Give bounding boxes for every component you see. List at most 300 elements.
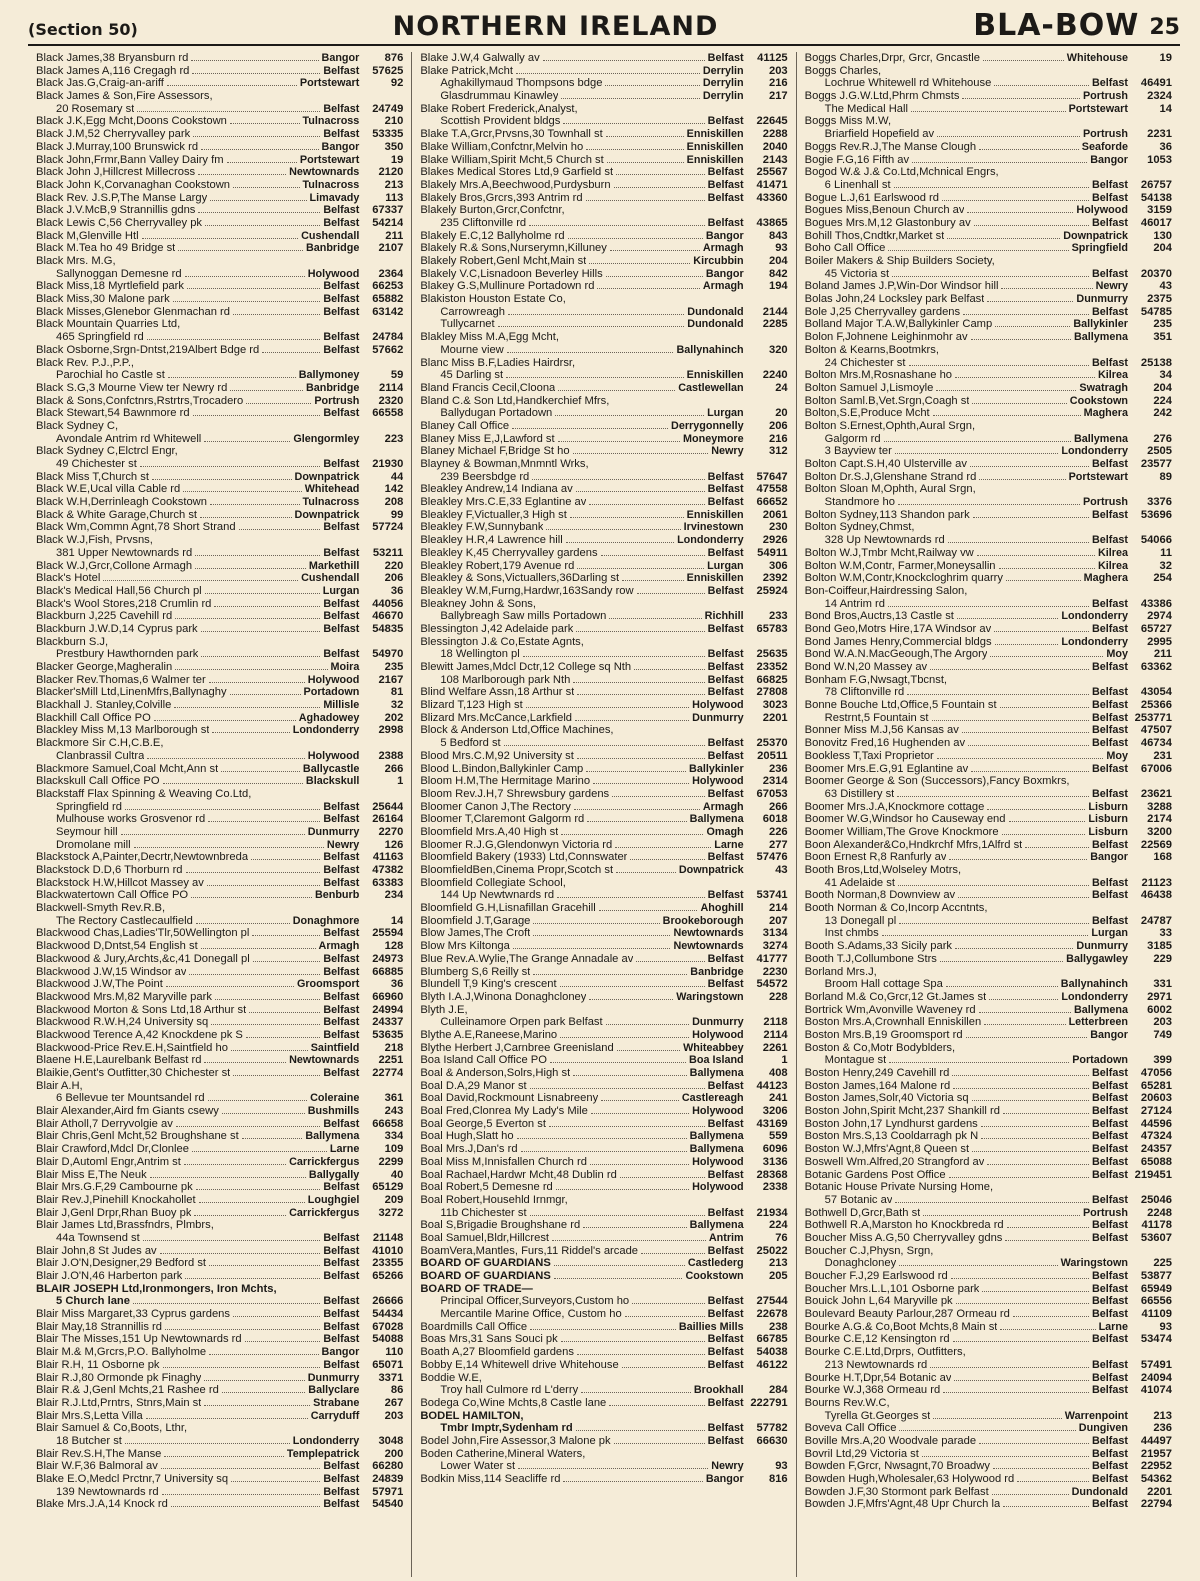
entry-name: Boveva Call Office	[804, 1422, 897, 1435]
listing-entry	[420, 1042, 787, 1055]
listing-entry	[805, 154, 1172, 167]
listing-entry	[805, 141, 1172, 154]
entry-name: Boomer William,The Grove Knockmore	[804, 825, 999, 838]
entry-number: 53696	[1140, 508, 1172, 521]
entry-exchange: Belfast	[707, 1295, 744, 1308]
entry-name: BOARD OF TRADE—	[420, 1282, 533, 1295]
entry-name: Principal Officer,Surveyors,Custom ho	[440, 1295, 630, 1308]
listing-entry	[36, 724, 403, 737]
entry-exchange: Ballymena	[689, 1219, 744, 1232]
entry-exchange: Bangor	[1090, 153, 1128, 166]
entry-exchange: Belfast	[707, 191, 744, 204]
entry-name: Blundell T,9 King's crescent	[420, 978, 557, 991]
entry-name: 14 Antrim rd	[824, 597, 885, 610]
entry-exchange: Londonderry	[1061, 610, 1128, 623]
entry-exchange: Enniskillen	[686, 508, 744, 521]
listing-entry	[420, 648, 787, 661]
entry-name: Blackwood J.W,15 Windsor av	[36, 965, 187, 978]
entry-exchange: Bangor	[1090, 851, 1128, 864]
listing-entry	[805, 230, 1172, 243]
entry-exchange: Belfast	[1091, 191, 1128, 204]
listing-entry	[420, 458, 787, 471]
leader-dots	[586, 192, 705, 201]
leader-dots	[125, 801, 320, 810]
entry-name: Blacker'sMill Ltd,LinenMfrs,Ballynaghy	[36, 686, 227, 699]
listing-entry	[36, 927, 403, 940]
entry-exchange: Belfast	[323, 128, 360, 141]
entry-name: Black Miss,30 Malone park	[36, 293, 170, 306]
entry-name: Bolton Saml.B,Vet.Srgn,Coagh st	[804, 394, 970, 407]
listing-entry	[805, 179, 1172, 192]
leader-dots	[507, 344, 674, 353]
entry-number: 876	[384, 52, 404, 64]
leader-dots	[233, 1067, 320, 1076]
leader-dots	[252, 927, 320, 936]
leader-dots	[251, 851, 320, 860]
entry-exchange: Belfast	[1091, 458, 1128, 470]
listing-entry	[36, 407, 403, 420]
entry-number: 216	[768, 77, 788, 90]
listing-entry	[420, 1029, 787, 1042]
entry-name: Black M,Glenville Htl	[36, 229, 139, 242]
listing-entry	[805, 1283, 1172, 1296]
entry-exchange: Belfast	[707, 1422, 744, 1435]
entry-name: Bodel John,Fire Assessor,3 Malone pk	[420, 1434, 611, 1447]
entry-exchange: Letterbreen	[1068, 1016, 1128, 1029]
entry-number: 44	[390, 470, 404, 483]
entry-exchange: Dunmurry	[692, 711, 744, 724]
entry-exchange: Belfast	[323, 1117, 360, 1130]
entry-exchange: Springfield	[1071, 242, 1128, 255]
header-right	[973, 8, 1180, 44]
leader-dots	[230, 686, 301, 695]
listing-entry	[420, 534, 787, 547]
listing-entry	[36, 357, 403, 370]
entry-exchange: Belfast	[1091, 1270, 1128, 1282]
entry-name: Blair James Ltd,Brassfndrs, Plmbrs,	[36, 1219, 214, 1232]
entry-name: Bloomfield Bakery (1933) Ltd,Connswater	[420, 851, 628, 864]
entry-name: Bodkin Miss,114 Seacliffe rd	[420, 1473, 561, 1485]
entry-exchange: Brookeborough	[662, 914, 744, 927]
entry-name: Boston Henry,249 Cavehill rd	[804, 1067, 950, 1079]
entry-exchange: Markethill	[308, 559, 360, 572]
entry-exchange: Irvinestown	[683, 521, 744, 534]
entry-name: Boston John,Spirit Mcht,237 Shankill rd	[804, 1105, 1000, 1118]
entry-number: 57971	[372, 1485, 404, 1498]
entry-exchange: Belfast	[1091, 787, 1128, 800]
entry-number: 168	[1153, 851, 1172, 864]
listing-entry	[805, 1384, 1172, 1397]
leader-dots	[606, 1016, 689, 1025]
listing-entry	[805, 1054, 1172, 1067]
entry-exchange: Derrylin	[702, 64, 744, 77]
entry-name: 44a Townsend st	[56, 1231, 140, 1244]
listing-entry	[36, 369, 403, 382]
entry-name: Bolton Samuel J,Lismoyle	[804, 381, 934, 394]
entry-exchange: Belfast	[1091, 661, 1128, 673]
entry-number: 63142	[372, 305, 404, 318]
entry-name: Bogod W.& J.& Co.Ltd,Mchnical Engrs,	[804, 166, 999, 179]
entry-name: Bourns Rev.W.C,	[804, 1396, 890, 1409]
leader-dots	[907, 686, 1089, 695]
leader-dots	[533, 927, 670, 936]
entry-number: 2338	[762, 1181, 788, 1194]
entry-exchange: Belfast	[323, 610, 360, 623]
leader-dots	[568, 230, 703, 239]
leader-dots	[612, 788, 704, 797]
entry-exchange: Ballykinler	[1073, 318, 1128, 331]
listing-entry	[420, 712, 787, 725]
entry-name: Blair Alexander,Aird fm Giants csewy	[36, 1105, 219, 1118]
entry-number: 231	[1153, 749, 1172, 762]
entry-name: Boal Samuel,Bldr,Hillcrest	[420, 1231, 550, 1244]
entry-name: Blizard Mrs.McCance,Larkfield	[420, 711, 573, 724]
entry-name: Blumberg S,6 Reilly st	[420, 965, 531, 978]
listing-entry	[36, 940, 403, 953]
entry-exchange: Newry	[711, 445, 744, 458]
entry-exchange: Londonderry	[292, 1434, 360, 1447]
entry-name: Blow James,The Croft	[420, 927, 531, 940]
leader-dots	[981, 1130, 1089, 1139]
entry-exchange: Brookhall	[693, 1384, 744, 1397]
entry-name: Black Miss T,Church st	[36, 470, 149, 483]
entry-number: 41074	[1140, 1384, 1172, 1397]
entry-exchange: Ballymena	[305, 1130, 360, 1143]
entry-exchange: Belfast	[1091, 1067, 1128, 1079]
entry-number: 65281	[1140, 1079, 1172, 1092]
listing-entry	[36, 991, 403, 1004]
entry-name: Bond Bros,Auctrs,13 Castle st	[804, 610, 954, 623]
entry-number: 22569	[1140, 838, 1172, 851]
listing-entry	[36, 90, 403, 103]
entry-name: Black's Wool Stores,218 Crumlin rd	[36, 597, 212, 610]
entry-name: Boardmills Call Office	[420, 1320, 528, 1333]
entry-number: 53877	[1140, 1270, 1172, 1282]
listing-entry	[420, 521, 787, 534]
entry-number: 277	[768, 838, 788, 851]
entry-number: 236	[1153, 1422, 1172, 1435]
listing-entry	[420, 268, 787, 281]
entry-exchange: Castlederg	[687, 1257, 744, 1270]
entry-number: 47558	[756, 483, 788, 496]
entry-name: Boal Miss M,Innisfallen Church rd	[420, 1155, 587, 1168]
leader-dots	[209, 1257, 320, 1266]
entry-name: Prestbury Hawthornden park	[56, 648, 199, 661]
entry-name: 49 Chichester st	[56, 458, 137, 470]
entry-number: 43	[1159, 280, 1172, 293]
leader-dots	[576, 1422, 705, 1431]
listing-entry	[805, 407, 1172, 420]
entry-exchange: Ballymoney	[298, 369, 360, 382]
entry-name: Bloomfield G.H,Lisnafillan Gracehill	[420, 902, 596, 915]
listing-entry	[36, 433, 403, 446]
entry-name: Bleakley F.W,Sunnybank	[420, 521, 544, 534]
entry-name: Bolton Sloan M,Ophth, Aural Srgn,	[804, 483, 976, 496]
listing-entry	[805, 445, 1172, 458]
entry-name: Black W.H,Derrinleagh Cookstown	[36, 496, 207, 509]
listing-entry	[805, 115, 1172, 128]
listing-entry	[805, 750, 1172, 763]
entry-number: 2505	[1147, 445, 1172, 458]
listing-entry	[36, 445, 403, 458]
listing-entry	[420, 1181, 787, 1194]
leader-dots	[589, 991, 673, 1000]
entry-name: Blanc Miss B.F,Ladies Hairdrsr,	[420, 356, 576, 369]
entry-name: Blackstock A,Painter,Decrtr,Newtownbreda	[36, 851, 249, 864]
entry-name: Blair Miss Margaret,33 Cyprus gardens	[36, 1308, 230, 1321]
entry-name: Boon Ernest R,8 Ranfurly av	[804, 851, 947, 864]
entry-number: 46670	[372, 610, 404, 623]
leader-dots	[576, 623, 704, 632]
listing-entry	[805, 1080, 1172, 1093]
entry-exchange: Portrush	[314, 394, 360, 407]
entry-name: Bond W.A.N.MacGeough,The Argory	[804, 648, 988, 661]
listing-entry	[420, 1283, 787, 1296]
entry-exchange: Newry	[1095, 280, 1128, 293]
entry-name: Blair J.O'N,46 Harberton park	[36, 1270, 183, 1282]
entry-name: Boal George,5 Everton st	[420, 1117, 546, 1130]
entry-exchange: Belfast	[323, 64, 360, 77]
listing-entry	[420, 1169, 787, 1182]
entry-exchange: Londonderry	[677, 534, 744, 547]
entry-number: 66558	[372, 407, 404, 420]
entry-name: Black Jas.G,Craig-an-ariff	[36, 77, 164, 90]
entry-exchange: Kilrea	[1097, 369, 1128, 382]
entry-number: 23355	[372, 1257, 404, 1270]
entry-exchange: Belfast	[707, 1333, 744, 1346]
entry-name: BoamVera,Mantles, Furs,11 Riddel's arcade	[420, 1244, 639, 1257]
leader-dots	[622, 572, 684, 581]
entry-exchange: Belfast	[1091, 737, 1128, 750]
entry-exchange: Newtownards	[289, 166, 360, 179]
entry-exchange: Dunmurry	[307, 825, 360, 838]
entry-number: 46122	[756, 1358, 788, 1371]
entry-number: 36	[390, 584, 404, 597]
entry-exchange: Groomsport	[296, 978, 360, 991]
entry-exchange: Newtownards	[289, 1054, 360, 1067]
leader-dots	[971, 763, 1089, 772]
leader-dots	[556, 1181, 689, 1190]
entry-exchange: Belfast	[323, 1460, 360, 1473]
entry-name: Boucher Miss A.G,50 Cherryvalley gdns	[804, 1231, 1003, 1244]
entry-name: Bolton W.J,Tmbr Mcht,Railway vw	[804, 546, 974, 559]
leader-dots	[953, 1333, 1089, 1342]
entry-number: 2375	[1147, 293, 1172, 306]
leader-dots	[212, 724, 289, 733]
listing-entry	[805, 166, 1172, 179]
listing-entry	[36, 331, 403, 344]
leader-dots	[943, 1384, 1089, 1393]
listing-entry	[36, 1016, 403, 1029]
entry-number: 204	[768, 255, 788, 267]
entry-number: 57625	[372, 64, 404, 77]
entry-number: 6002	[1147, 1003, 1172, 1016]
entry-number: 41163	[372, 851, 404, 864]
listing-entry	[805, 331, 1172, 344]
listing-entry	[805, 572, 1172, 585]
entry-number: 53741	[756, 889, 788, 902]
entry-name: Bond W.N,20 Massey av	[804, 661, 928, 673]
listing-entry	[420, 547, 787, 560]
entry-number: 2388	[378, 749, 404, 762]
leader-dots	[227, 154, 297, 163]
entry-name: Bloomer T,Claremont Galgorm rd	[420, 813, 585, 826]
entry-exchange: Ballymena	[1073, 331, 1128, 344]
entry-exchange: Bangor	[321, 1346, 360, 1359]
leader-dots	[557, 889, 705, 898]
listing-entry	[36, 661, 403, 674]
entry-number: 213	[768, 1257, 788, 1270]
entry-number: 266	[384, 762, 404, 775]
entry-number: 65783	[756, 622, 788, 635]
entry-number: 47056	[1140, 1067, 1172, 1079]
listing-entry	[805, 128, 1172, 141]
listing-entry	[805, 217, 1172, 230]
entry-exchange: Belfast	[1091, 77, 1128, 90]
entry-number: 3134	[762, 927, 788, 940]
listing-entry	[805, 1130, 1172, 1143]
entry-number: 66556	[1140, 1295, 1172, 1308]
listing-entry	[420, 813, 787, 826]
listing-entry	[36, 154, 403, 167]
leader-dots	[163, 775, 303, 784]
entry-name: Tyrella Gt.Georges st	[824, 1409, 931, 1422]
entry-number: 22678	[756, 1308, 788, 1321]
listing-entry	[420, 1092, 787, 1105]
entry-number: 1	[781, 1054, 788, 1067]
entry-number: 27808	[756, 686, 788, 699]
entry-name: Bourke W.J,368 Ormeau rd	[804, 1384, 941, 1397]
listing-entry	[420, 686, 787, 699]
listing-entry	[36, 1283, 403, 1296]
entry-name: 139 Newtownards rd	[56, 1485, 159, 1498]
entry-number: 242	[1153, 407, 1172, 420]
entry-exchange: Ballygawley	[1066, 952, 1128, 965]
entry-number: 213	[384, 178, 404, 191]
leader-dots	[942, 192, 1089, 201]
entry-number: 267	[384, 1396, 404, 1409]
leader-dots	[194, 1207, 286, 1216]
entry-name: Boomer Mrs.E.G,91 Eglantine av	[804, 762, 969, 775]
entry-number: 47324	[1140, 1130, 1172, 1143]
leader-dots	[1003, 1498, 1089, 1507]
entry-number: 21123	[1141, 876, 1172, 889]
entry-number: 41010	[372, 1244, 404, 1257]
leader-dots	[589, 496, 704, 505]
listing-entry	[36, 1207, 403, 1220]
entry-name: Galgorm rd	[824, 432, 881, 445]
entry-name: Blackburn S.J,	[36, 635, 109, 648]
entry-name: Booth Norman & Co,Incorp Accntnts,	[804, 902, 988, 915]
listing-entry	[805, 813, 1172, 826]
listing-entry	[36, 1130, 403, 1143]
entry-exchange: Millisle	[323, 699, 360, 712]
entry-number: 54066	[1140, 534, 1172, 547]
entry-exchange: Downpatrick	[294, 470, 360, 483]
entry-name: Ballybreagh Saw mills Portadown	[440, 610, 607, 623]
entry-name: 6 Bellevue ter Mountsandel rd	[56, 1092, 205, 1105]
entry-number: 208	[384, 496, 404, 509]
entry-number: 11	[1160, 546, 1172, 559]
entry-number: 2995	[1147, 635, 1172, 648]
entry-name: Black S.G,3 Mourne View ter Newry rd	[36, 381, 228, 394]
listing-entry	[805, 1029, 1172, 1042]
leader-dots	[546, 521, 680, 530]
entry-name: 63 Distillery st	[824, 787, 895, 800]
entry-number: 276	[1153, 432, 1172, 445]
entry-exchange: Belfast	[1091, 508, 1128, 521]
entry-name: Parochial ho Castle st	[56, 369, 165, 382]
listing-entry	[805, 1321, 1172, 1334]
entry-number: 284	[768, 1384, 788, 1397]
leader-dots	[204, 1372, 304, 1381]
entry-number: 126	[384, 838, 404, 851]
entry-exchange: Banbridge	[305, 381, 360, 394]
entry-name: Black Stewart,54 Bawnmore rd	[36, 407, 190, 420]
entry-number: 204	[1153, 242, 1172, 255]
leader-dots	[993, 1460, 1089, 1469]
listing-entry	[420, 724, 787, 737]
entry-exchange: Lisburn	[1088, 800, 1128, 813]
listing-entry	[420, 217, 787, 230]
entry-number: 3159	[1147, 204, 1172, 217]
entry-name: Blake J.W,4 Galwally av	[420, 52, 540, 64]
leader-dots	[193, 128, 320, 137]
entry-number: 3185	[1147, 940, 1172, 953]
entry-exchange: Kilrea	[1097, 546, 1128, 559]
listing-entry	[805, 1397, 1172, 1410]
listing-entry	[805, 547, 1172, 560]
leader-dots	[504, 737, 705, 746]
entry-name: 13 Donegall pl	[824, 914, 897, 927]
leader-dots	[575, 712, 689, 721]
leader-dots	[233, 1308, 320, 1317]
entry-number: 2392	[762, 572, 788, 585]
entry-name: Bolton Dr.S.J,Glenshane Strand rd	[804, 470, 977, 483]
entry-number: 331	[1153, 978, 1172, 991]
listing-entry	[805, 369, 1172, 382]
entry-name: Black J.M,52 Cherryvalley park	[36, 128, 191, 141]
listing-entry	[420, 242, 787, 255]
entry-exchange: Belfast	[1091, 1498, 1128, 1511]
listing-entry	[805, 521, 1172, 534]
entry-name: Boston Mrs.S,13 Cooldarragh pk N	[804, 1130, 979, 1143]
entry-exchange: Enniskillen	[686, 369, 744, 382]
listing-entry	[36, 1460, 403, 1473]
listing-entry	[805, 927, 1172, 940]
leader-dots	[210, 192, 306, 201]
leader-dots	[147, 331, 321, 340]
listing-entry	[805, 1372, 1172, 1385]
listing-entry	[420, 166, 787, 179]
entry-name: Botanic House Private Nursing Home,	[804, 1181, 994, 1194]
entry-number: 222791	[750, 1396, 788, 1409]
listing-entry	[36, 115, 403, 128]
entry-name: Black & Sons,Confctnrs,Rstrtrs,Trocadero	[36, 394, 244, 407]
listing-entry	[420, 1194, 787, 1207]
entry-name: Blair John,8 St Judes av	[36, 1244, 157, 1257]
entry-number: 230	[768, 521, 788, 534]
entry-name: 465 Springfield rd	[56, 331, 144, 344]
entry-exchange: Bangor	[1090, 1028, 1128, 1041]
entry-name: Booth Norman,8 Downview av	[804, 889, 956, 902]
listing-entry	[36, 953, 403, 966]
entry-exchange: Lurgan	[1091, 927, 1128, 940]
entry-exchange: Ballygally	[308, 1168, 360, 1181]
listing-entry	[805, 420, 1172, 433]
entry-exchange: Maghera	[1083, 407, 1128, 420]
listing-entry	[36, 103, 403, 116]
